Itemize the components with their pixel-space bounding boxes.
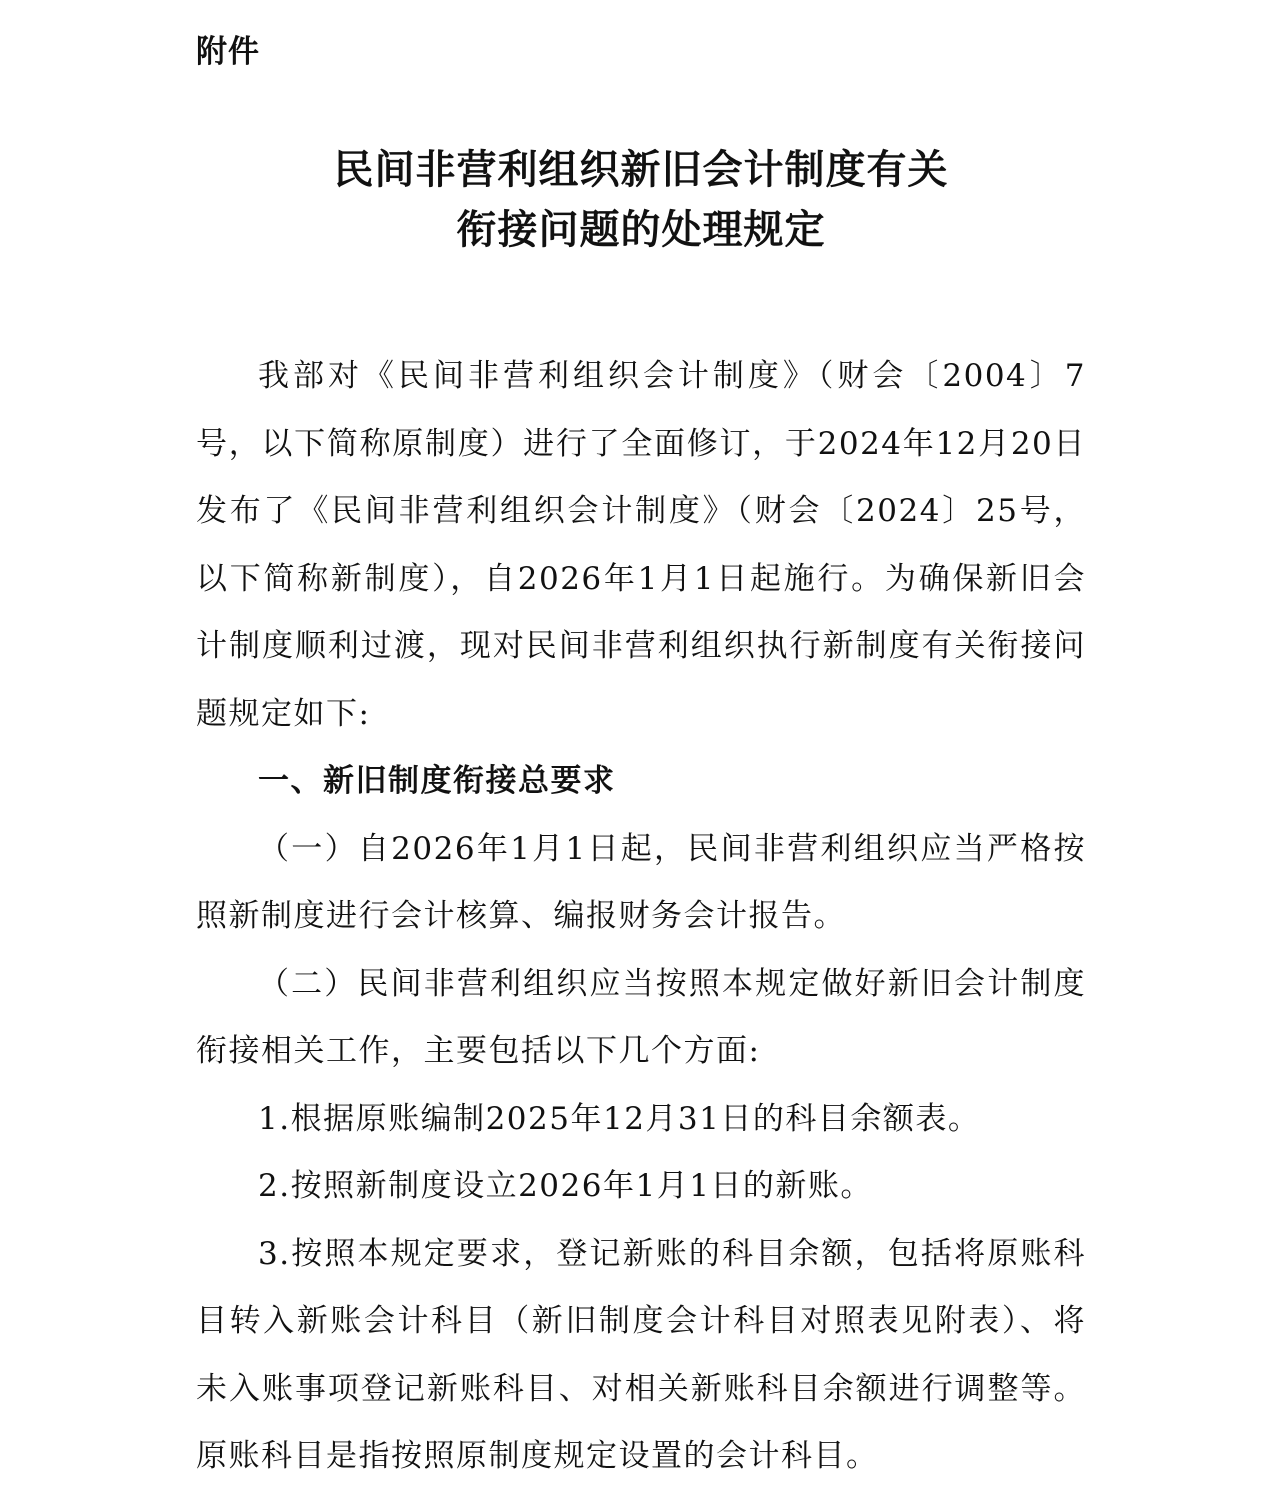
document-body xyxy=(196,343,1086,1491)
document-title-line-2: 衔接问题的处理规定 xyxy=(456,206,826,253)
document-title xyxy=(196,140,1086,260)
section-heading-1: 一、新旧制度衔接总要求 xyxy=(258,763,616,799)
subitem-paragraph-1: 1.根据原账编制2025年12月31日的科目余额表。 xyxy=(258,1100,981,1137)
subitem-paragraph-2: 2.按照新制度设立2026年1月1日的新账。 xyxy=(258,1168,873,1204)
document-title-line-1: 民间非营利组织新旧会计制度有关 xyxy=(333,146,949,193)
subitem-paragraph-3: 3.按照本规定要求，登记新账的科目余额，包括将原账科目转入新账会计科目（新旧制度会计科目对照表见附表）、将未入账事项登记新账科目、对相关新账科目余额进行调整等。原账科目是指按照原制度规定设置的会计科目。 xyxy=(196,1235,1086,1474)
item-paragraph-2: （二）民间非营利组织应当按照本规定做好新旧会计制度衔接相关工作，主要包括以下几个方面: xyxy=(196,965,1086,1069)
attachment-label: 附件 xyxy=(196,34,260,70)
intro-paragraph: 我部对《民间非营利组织会计制度》（财会〔2004〕7号，以下简称原制度）进行了全面修订，于2024年12月20日发布了《民间非营利组织会计制度》（财会〔2024〕25号，以下简称新制度），自2026年1月1日起施行。为确保新旧会计制度顺利过渡，现对民间非营利组织执行新制度有关衔接问题规定如下: xyxy=(196,358,1086,732)
item-paragraph-1: （一）自2026年1月1日起，民间非营利组织应当严格按照新制度进行会计核算、编报财务会计报告。 xyxy=(196,830,1086,934)
